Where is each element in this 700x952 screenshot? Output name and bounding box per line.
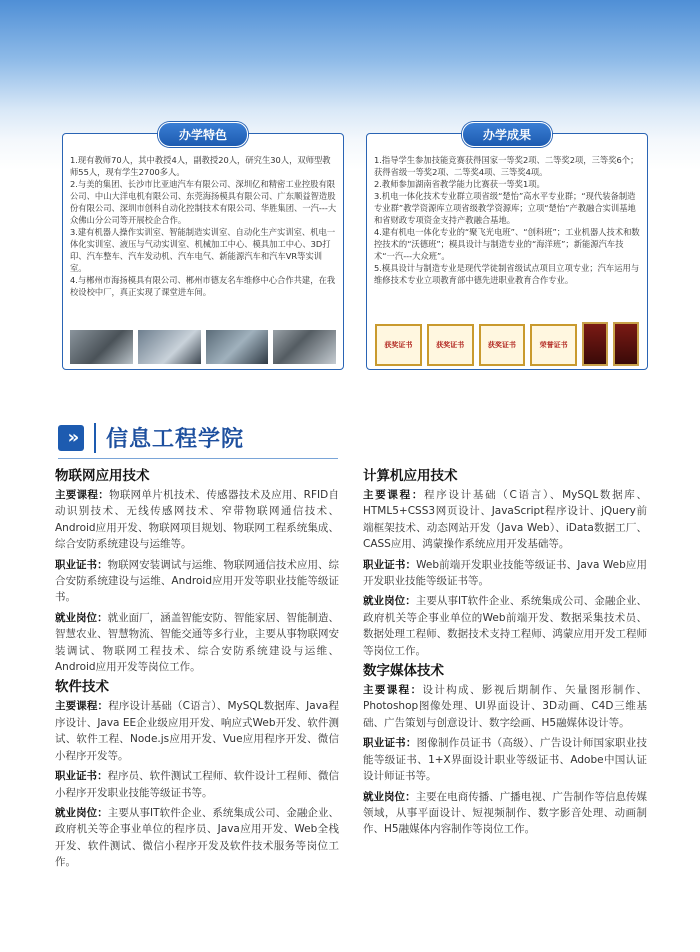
award-plaque bbox=[613, 322, 639, 366]
features-panel bbox=[62, 128, 344, 370]
section-underline bbox=[58, 458, 338, 459]
double-chevron-icon: » bbox=[58, 425, 84, 451]
features-title: 办学特色 bbox=[158, 122, 248, 147]
features-item: 2.与美的集团、长沙市比亚迪汽车有限公司、深圳亿和精密工业控股有限公司、中山大洋电机有限公司、东莞海扬模具有限公司、广东顺益智造股份有限公司、深圳市创科自动化控制技术有限公司、华胜集团、一汽---大众佛山分公司等开展校企合作。 bbox=[70, 179, 337, 225]
major-title: 数字媒体技术 bbox=[363, 663, 444, 680]
section-title: 信息工程学院 bbox=[106, 427, 245, 452]
features-item: 4.与郴州市海扬模具有限公司、郴州市德友名车维修中心合作共建，在我校设校中厂，真正实现了课堂进车间。 bbox=[70, 275, 336, 297]
training-photo bbox=[69, 329, 134, 365]
major-courses: 主要课程：程序设计基础（C语言）、MySQL数据库、Java程序设计、Java EE企业级应用开发、响应式Web开发、软件测试、软件工程、Node.js应用开发、Vue应用程序开发、微信小程序开发等。 bbox=[55, 700, 339, 762]
results-item: 2.教师参加湖南省教学能力比赛获一等奖1项。 bbox=[374, 179, 545, 189]
major-jobs: 就业岗位：主要从事IT软件企业、系统集成公司、金融企业、政府机关等企事业单位的Web前端开发、数据采集技术员、数据处理工程师、数据技术支持工程师、鸿蒙应用开发工程师等岗位工作。 bbox=[363, 595, 648, 657]
major-certificates: 职业证书：Web前端开发职业技能等级证书、Java Web应用开发职业技能等级证书等。 bbox=[363, 558, 648, 588]
major-certificates: 职业证书：物联网安装调试与运维、物联网通信技术应用、综合安防系统建设与运维、Android应用开发等职业技能等级证书。 bbox=[55, 558, 340, 604]
header-divider bbox=[94, 423, 96, 453]
certificate-image: 获奖证书 bbox=[427, 324, 474, 366]
training-photo bbox=[137, 329, 202, 365]
major-computer bbox=[363, 468, 647, 659]
major-title: 物联网应用技术 bbox=[55, 468, 150, 484]
major-jobs: 就业岗位：主要在电商传播、广播电视、广告制作等信息传媒领域，从事平面设计、短视频制作、数字影音处理、动画制作、H5融媒体内容制作等岗位工作。 bbox=[363, 790, 648, 836]
training-photo bbox=[205, 329, 270, 365]
training-photos bbox=[69, 329, 337, 365]
major-courses: 主要课程：物联网单片机技术、传感器技术及应用、RFID自动识别技术、无线传感网技术、窄带物联网通信技术、Android应用开发、物联网项目规划、物联网工程系统集成、综合安防系统建设与运维等。 bbox=[55, 489, 339, 551]
features-item: 3.建有机器人操作实训室、智能制造实训室、自动化生产实训室、机电一体化实训室、液压与气动实训室、机械加工中心、模具加工中心、3D打印、汽车整车、汽车发动机、汽车电气、新能源汽车和汽车VR等实训室。 bbox=[70, 227, 336, 273]
major-courses: 主要课程：设计构成、影视后期制作、矢量图形制作、Photoshop图像处理、UI界面设计、3D动画、C4D三维基础、广告策划与创意设计、数字绘画、H5融媒体设计等。 bbox=[363, 684, 648, 729]
results-list bbox=[374, 154, 641, 286]
features-item: 1.现有教师70人，其中教授4人，副教授20人，研究生30人，双师型教师55人，现有学生2700多人。 bbox=[70, 155, 331, 177]
results-item: 3.机电一体化技术专业群立项省级“楚怡”高水平专业群；“现代装备制造专业群”教学资源库立项省级教学资源库；立项“楚怡”产教融合实训基地和省财政专项资金支持产教融合基地。 bbox=[374, 191, 636, 225]
major-certificates: 职业证书：程序员、软件测试工程师、软件设计工程师、微信小程序开发职业技能等级证书等。 bbox=[55, 770, 340, 799]
results-panel bbox=[366, 128, 648, 370]
features-list bbox=[70, 154, 337, 298]
results-item: 4.建有机电一体化专业的“聚飞光电班”、“创科班”；工业机器人技术和数控技术的“沃德班”；模具设计与制造专业的“海洋班”；新能源汽车技术“一汽---大众班”。 bbox=[374, 227, 640, 261]
major-certificates: 职业证书：图像制作员证书（高级）、广告设计师国家职业技能等级证书、1+X界面设计职业等级证书、Adobe中国认证设计师证书等。 bbox=[363, 737, 648, 783]
award-certificates bbox=[375, 326, 639, 366]
major-iot bbox=[55, 468, 339, 675]
results-title: 办学成果 bbox=[462, 122, 552, 147]
certificate-image: 获奖证书 bbox=[375, 324, 422, 366]
section-header bbox=[58, 422, 244, 453]
left-column bbox=[55, 468, 339, 875]
results-item: 1.指导学生参加技能竞赛获得国家一等奖2项、二等奖2项，三等奖6个；获得省级一等奖2项、二等奖4项、三等奖4项。 bbox=[374, 155, 639, 177]
major-courses: 主要课程：程序设计基础（C语言）、MySQL数据库、HTML5+CSS3网页设计、JavaScript程序设计、jQuery前端框架技术、动态网站开发（Java Web）、iData数据工厂、CASS应用、鸿蒙操作系统应用开发基础等。 bbox=[363, 489, 648, 551]
right-column bbox=[363, 468, 647, 842]
certificate-image: 荣誉证书 bbox=[530, 324, 577, 366]
major-jobs: 就业岗位：主要从事IT软件企业、系统集成公司、金融企业、政府机关等企事业单位的程序员、Java应用开发、Web全栈开发、软件测试、微信小程序开发及软件技术服务等岗位工作。 bbox=[55, 806, 340, 869]
award-plaque bbox=[582, 322, 608, 366]
major-software bbox=[55, 679, 339, 870]
major-digital-media bbox=[363, 663, 647, 838]
major-title: 软件技术 bbox=[55, 679, 109, 696]
results-item: 5.模具设计与制造专业是现代学徒制省级试点项目立项专业；汽车运用与维修技术专业立项教育部中德先进职业教育合作专业。 bbox=[374, 263, 640, 285]
training-photo bbox=[272, 329, 337, 365]
major-title: 计算机应用技术 bbox=[363, 468, 458, 484]
certificate-image: 获奖证书 bbox=[479, 324, 526, 366]
major-jobs: 就业岗位：就业面厂，涵盖智能安防、智能家居、智能制造、智慧农业、智慧物流、智能交通等多行业，主要从事物联网安装调试、物联网工程技术、综合安防系统建设与运维、Android应用开发等岗位工作。 bbox=[55, 611, 340, 674]
